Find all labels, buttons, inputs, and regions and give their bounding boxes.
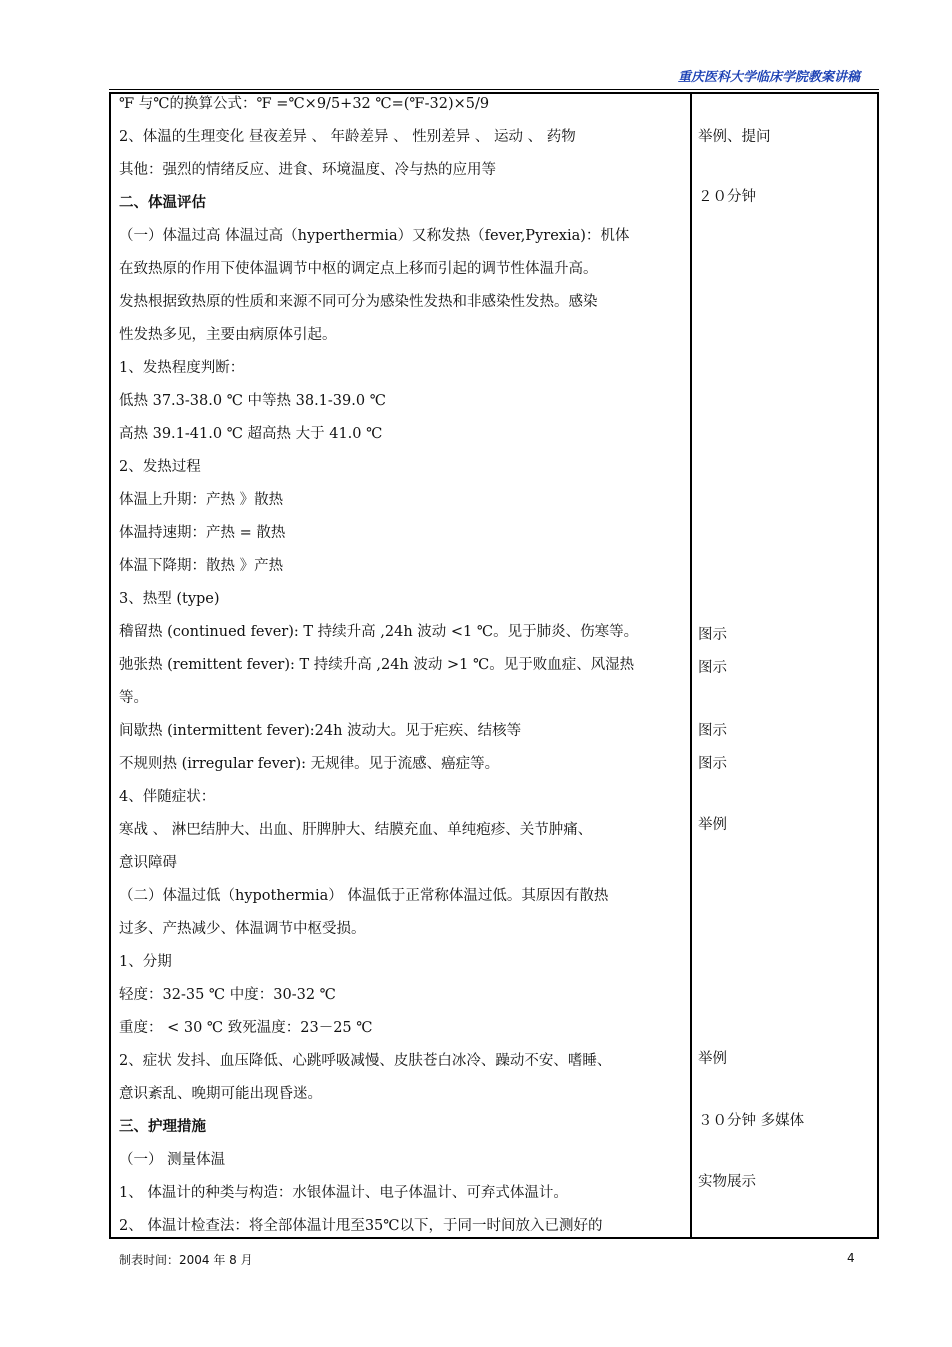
main-line: 不规则热 (irregular fever): 无规律。见于流感、癌症等。 <box>119 756 500 772</box>
main-line: 2、症状 发抖、血压降低、心跳呼吸减慢、皮肤苍白冰冷、躁动不安、嗜睡、 <box>119 1053 612 1069</box>
main-line: 其他：强烈的情绪反应、进食、环境温度、冷与热的应用等 <box>119 162 496 178</box>
main-line: 2、 体温计检查法：将全部体温计甩至35℃以下，于同一时间放入已测好的 <box>119 1218 603 1234</box>
side-note: 实物展示 <box>698 1174 756 1190</box>
main-line: 在致热原的作用下使体温调节中枢的调定点上移而引起的调节性体温升高。 <box>119 261 598 277</box>
side-note: 图示 <box>698 756 727 772</box>
main-line: 过多、产热减少、体温调节中枢受损。 <box>119 921 366 937</box>
section-heading: 三、护理措施 <box>119 1119 206 1135</box>
header-rule <box>109 89 879 90</box>
side-note: 举例 <box>698 1051 727 1067</box>
main-line: 1、分期 <box>119 954 172 970</box>
main-line: 2、体温的生理变化 昼夜差异 、 年龄差异 、 性别差异 、 运动 、 药物 <box>119 129 576 145</box>
footer-date: 制表时间：2004 年 8 月 <box>119 1253 253 1267</box>
main-line: 2、发热过程 <box>119 459 201 475</box>
main-line: （一）体温过高 体温过高（hyperthermia）又称发热（fever,Pyrexia)：机体 <box>119 228 630 244</box>
main-line: ℉ 与℃的换算公式：℉ =℃×9/5+32 ℃=(℉-32)×5/9 <box>119 96 490 112</box>
main-line: 弛张热 (remittent fever): T 持续升高 ,24h 波动 >1 ℃。见于败血症、风湿热 <box>119 657 635 673</box>
main-line: 体温上升期：产热 》散热 <box>119 492 284 508</box>
main-line: 轻度：32-35 ℃ 中度：30-32 ℃ <box>119 987 336 1003</box>
main-line: 间歇热 (intermittent fever):24h 波动大。见于疟疾、结核等 <box>119 723 522 739</box>
main-line: 等。 <box>119 690 148 706</box>
side-note: 图示 <box>698 723 727 739</box>
main-line: （一） 测量体温 <box>119 1152 226 1168</box>
side-note: 图示 <box>698 627 727 643</box>
main-line: 稽留热 (continued fever): T 持续升高 ,24h 波动 <1 ℃。见于肺炎、伤寒等。 <box>119 624 639 640</box>
main-line: 高热 39.1-41.0 ℃ 超高热 大于 41.0 ℃ <box>119 426 383 442</box>
section-heading: 二、体温评估 <box>119 195 206 211</box>
side-note: 举例 <box>698 817 727 833</box>
side-note: ３０分钟 多媒体 <box>698 1113 805 1129</box>
main-line: 1、发热程度判断： <box>119 360 245 376</box>
side-note: ２０分钟 <box>698 189 756 205</box>
main-line: 性发热多见，主要由病原体引起。 <box>119 327 337 343</box>
main-line: 体温持速期：产热 = 散热 <box>119 525 286 541</box>
page-number: 4 <box>847 1251 855 1265</box>
header-title: 重庆医科大学临床学院教案讲稿 <box>677 70 860 85</box>
main-line: （二）体温过低（hypothermia） 体温低于正常称体温过低。其原因有散热 <box>119 888 609 904</box>
column-divider <box>690 94 692 1237</box>
main-line: 意识障碍 <box>119 855 177 871</box>
main-line: 1、 体温计的种类与构造：水银体温计、电子体温计、可弃式体温计。 <box>119 1185 568 1201</box>
main-line: 体温下降期：散热 》产热 <box>119 558 284 574</box>
side-note: 举例、提问 <box>698 129 771 145</box>
side-note: 图示 <box>698 660 727 676</box>
main-line: 意识紊乱、晚期可能出现昏迷。 <box>119 1086 322 1102</box>
main-line: 低热 37.3-38.0 ℃ 中等热 38.1-39.0 ℃ <box>119 393 386 409</box>
main-line: 3、热型 (type) <box>119 591 220 607</box>
main-line: 寒战 、 淋巴结肿大、出血、肝脾肿大、结膜充血、单纯疱疹、关节肿痛、 <box>119 822 593 838</box>
main-line: 4、伴随症状： <box>119 789 216 805</box>
main-line: 重度： < 30 ℃ 致死温度：23－25 ℃ <box>119 1020 373 1036</box>
main-line: 发热根据致热原的性质和来源不同可分为感染性发热和非感染性发热。感染 <box>119 294 598 310</box>
